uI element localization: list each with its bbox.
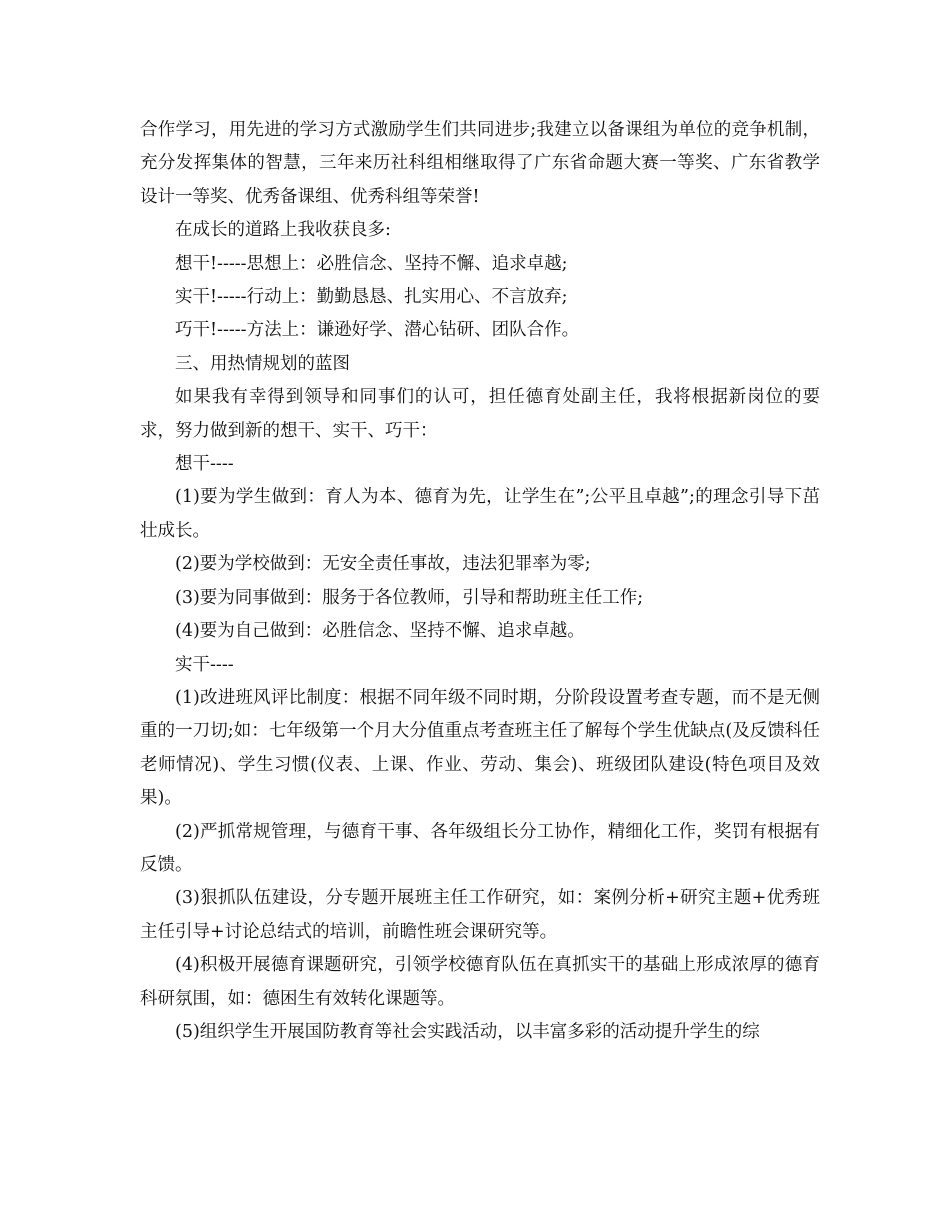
- paragraph-continuation: 合作学习，用先进的学习方式激励学生们共同进步;我建立以备课组为单位的竞争机制，充分发挥集体的智慧，三年来历社科组相继取得了广东省命题大赛一等奖、广东省教学设计一等奖、优秀备课组、优秀科组等荣誉!: [140, 120, 820, 207]
- list-item-act-3: (3)狠抓队伍建设，分专题开展班主任工作研究，如：案例分析+研究主题+优秀班主任引导+讨论总结式的培训，前瞻性班会课研究等。: [140, 888, 820, 942]
- paragraph-act: 实干!-----行动上：勤勤恳恳、扎实用心、不言放弃;: [175, 287, 568, 308]
- paragraph-plan-intro: 如果我有幸得到领导和同事们的认可，担任德育处副主任，我将根据新岗位的要求，努力做到新的想干、实干、巧干：: [140, 387, 820, 441]
- list-item-act-5: (5)组织学生开展国防教育等社会实践活动，以丰富多彩的活动提升学生的综: [175, 1021, 760, 1042]
- list-item-think-4: (4)要为自己做到：必胜信念、坚持不懈、追求卓越。: [175, 621, 585, 642]
- list-item-think-1: (1)要为学生做到：育人为本、德育为先，让学生在”;公平且卓越”;的理念引导下茁壮成长。: [140, 487, 820, 541]
- paragraph-growth-intro: 在成长的道路上我收获良多:: [175, 220, 391, 241]
- section-heading-blueprint: 三、用热情规划的蓝图: [175, 353, 350, 374]
- list-item-act-1: (1)改进班风评比制度：根据不同年级不同时期，分阶段设置考查专题，而不是无侧重的一刀切;如：七年级第一个月大分值重点考查班主任了解每个学生优缺点(及反馈科任老师情况)、学生习惯(仪表、上课、作业、劳动、集会)、班级团队建设(特色项目及效果)。: [140, 687, 820, 809]
- subheading-think: 想干----: [175, 454, 234, 475]
- paragraph-smart: 巧干!-----方法上：谦逊好学、潜心钻研、团队合作。: [175, 320, 580, 341]
- list-item-think-3: (3)要为同事做到：服务于各位教师，引导和帮助班主任工作;: [175, 587, 644, 608]
- list-item-act-2: (2)严抓常规管理，与德育干事、各年级组长分工协作，精细化工作，奖罚有根据有反馈。: [140, 821, 820, 875]
- paragraph-think: 想干!-----思想上：必胜信念、坚持不懈、追求卓越;: [175, 253, 568, 274]
- list-item-think-2: (2)要为学校做到：无安全责任事故，违法犯罪率为零;: [175, 554, 591, 575]
- document-body: [140, 114, 820, 1049]
- list-item-act-4: (4)积极开展德育课题研究，引领学校德育队伍在真抓实干的基础上形成浓厚的德育科研氛围，如：德困生有效转化课题等。: [140, 955, 820, 1009]
- subheading-act: 实干----: [175, 654, 234, 675]
